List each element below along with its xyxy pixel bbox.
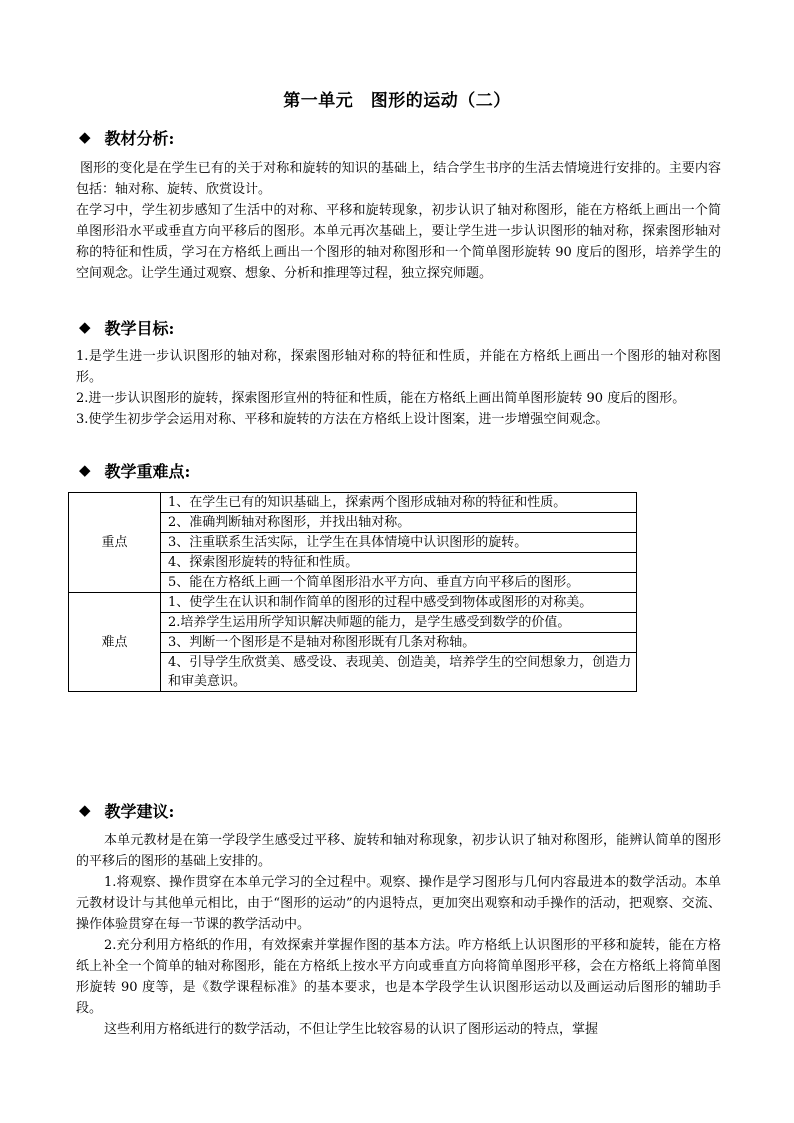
analysis-paragraph: 在学习中，学生初步感知了生活中的对称、平移和旋转现象，初步认识了轴对称图形，能在方格纸上画出一个简单图形沿水平或垂直方向平移后的图形。本单元再次基础上，要让学生进一步认识图形的轴对称，探索图形轴对称的特征和性质，学习在方格纸上画出一个图形的轴对称图形和一个简单图形旋转 90 度后的图形，培养学生的空间观念。让学生通过观察、想象、分析和推理等过程，独立探究师题。 (76, 203, 721, 281)
heading-text: 教学建议: (104, 801, 175, 821)
nandian-label: 难点 (69, 593, 161, 692)
section-heading-analysis (79, 126, 174, 148)
section-heading-objectives (79, 316, 174, 338)
table-row (69, 593, 637, 613)
suggestion-paragraph: 本单元教材是在第一学段学生感受过平移、旋转和轴对称现象，初步认识了轴对称图形，能辨认简单的图形的平移后的图形的基础上安排的。 (76, 833, 721, 869)
table-cell: 1、在学生已有的知识基础上，探索两个图形成轴对称的特征和性质。 (161, 493, 637, 513)
suggestion-paragraph: 这些利用方格纸进行的数学活动，不但让学生比较容易的认识了图形运动的特点，掌握 (104, 1022, 599, 1037)
section-heading-key-points (79, 459, 190, 481)
table-cell: 4、引导学生欣赏美、感受设、表现美、创造美，培养学生的空间想象力，创造力和审美意识。 (161, 653, 637, 692)
page-title: 第一单元 图形的运动（二） (283, 91, 511, 111)
diamond-bullet-icon: ◆ (79, 801, 91, 819)
objective-item: 3.使学生初步学会运用对称、平移和旋转的方法在方格纸上设计图案，进一步增强空间观念。 (76, 412, 609, 427)
suggestion-paragraph: 1.将观察、操作贯穿在本单元学习的全过程中。观察、操作是学习图形与几何内容最进本的数学活动。本单元教材设计与其他单元相比，由于“图形的运动”的内退特点，更加突出观察和动手操作的活动，把观察、交流、操作体验贯穿在每一节课的教学活动中。 (76, 875, 721, 932)
table-cell: 1、使学生在认识和制作简单的图形的过程中感受到物体或图形的对称美。 (161, 593, 637, 613)
diamond-bullet-icon: ◆ (79, 461, 91, 479)
suggestions-body (76, 830, 721, 1040)
heading-text: 教材分析: (104, 128, 175, 148)
table-cell: 3、注重联系生活实际，让学生在具体情境中认识图形的旋转。 (161, 533, 637, 553)
table-cell: 3、判断一个图形是不是轴对称图形既有几条对称轴。 (161, 633, 637, 653)
objective-item: 1.是学生进一步认识图形的轴对称，探索图形轴对称的特征和性质，并能在方格纸上画出一个图形的轴对称图形。 (76, 349, 721, 385)
table-cell: 5、能在方格纸上画一个简单图形沿水平方向、垂直方向平移后的图形。 (161, 573, 637, 593)
table-cell: 4、探索图形旋转的特征和性质。 (161, 553, 637, 573)
section-heading-suggestions (79, 799, 174, 821)
diamond-bullet-icon: ◆ (79, 318, 91, 336)
objectives-list (76, 346, 721, 430)
table-cell: 2.培养学生运用所学知识解决师题的能力，是学生感受到数学的价值。 (161, 613, 637, 633)
table-row (69, 493, 637, 513)
heading-text: 教学目标: (104, 318, 175, 338)
analysis-body (76, 158, 721, 284)
zhongdian-label: 重点 (69, 493, 161, 593)
analysis-paragraph: 图形的变化是在学生已有的关于对称和旋转的知识的基础上，结合学生书序的生活去情境进行安排的。主要内容包括：轴对称、旋转、欣赏设计。 (76, 161, 721, 197)
objective-item: 2.进一步认识图形的旋转，探索图形宣州的特征和性质，能在方格纸上画出简单图形旋转 90 度后的图形。 (76, 391, 686, 406)
heading-text: 教学重难点: (104, 461, 191, 481)
diamond-bullet-icon: ◆ (79, 128, 91, 146)
key-points-table (68, 492, 637, 692)
suggestion-paragraph: 2.充分利用方格纸的作用，有效探索并掌握作图的基本方法。咋方格纸上认识图形的平移和旋转，能在方格纸上补全一个简单的轴对称图形，能在方格纸上按水平方向或垂直方向将简单图形平移，会在方格纸上将简单图形旋转 90 度等，是《数学课程标准》的基本要求，也是本学段学生认识图形运动以及画运动后图形的辅助手段。 (76, 938, 721, 1016)
table-cell: 2、准确判断轴对称图形，并找出轴对称。 (161, 513, 637, 533)
